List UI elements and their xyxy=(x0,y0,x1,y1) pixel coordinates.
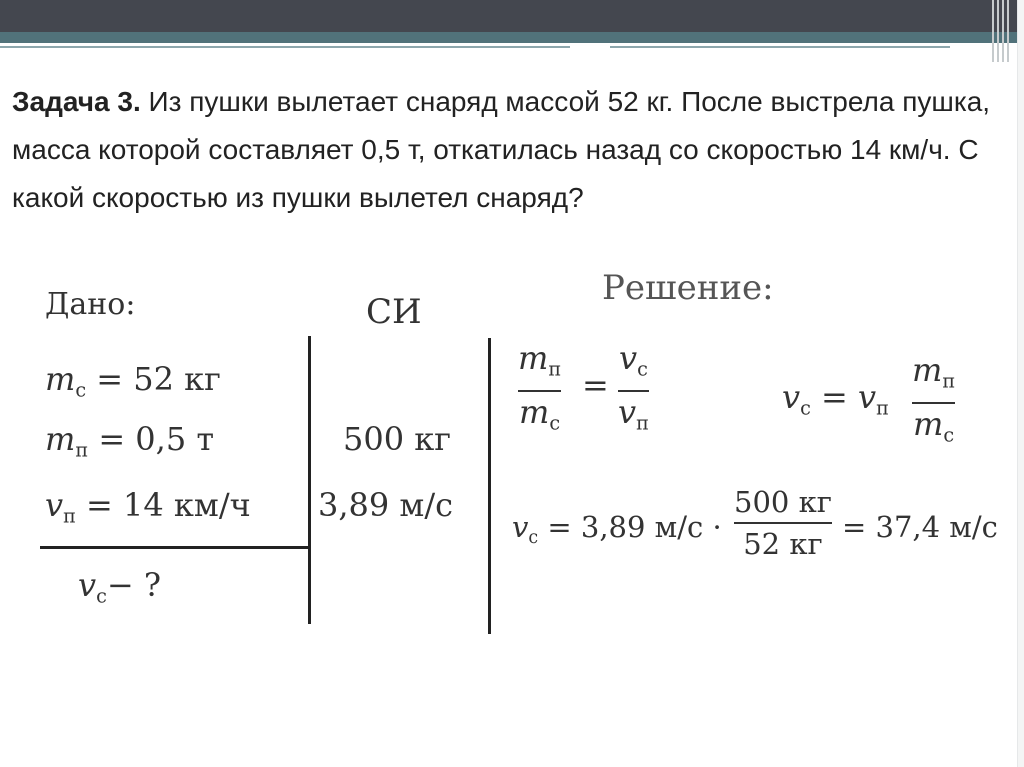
si-divider xyxy=(488,338,491,634)
slide-accent-band xyxy=(0,32,1024,43)
given-mass-shell: $m_с = 52$ кг xyxy=(45,360,221,402)
task-statement xyxy=(12,78,1012,222)
calc-result: = 37,4 м/с xyxy=(842,510,998,544)
slide-right-edge xyxy=(1017,0,1024,767)
formula-speed-shell: $v_с = v_п$ xyxy=(782,378,889,420)
task-text: Из пушки вылетает снаряд массой 52 кг. После выстрела пушка, масса которой составляет 0,5 т, откатилась назад со скоростью 14 км/ч. С какой скоростью из пушки вылетел снаряд? xyxy=(12,86,991,213)
slide-thin-line xyxy=(0,46,570,48)
solution-header: Решение: xyxy=(602,268,774,308)
formula-mass-ratio: $m_п$ $m_с$ xyxy=(912,351,956,447)
si-header: СИ xyxy=(366,292,422,332)
calc-fraction: 500 кг 52 кг xyxy=(734,485,832,561)
given-header: Дано: xyxy=(45,287,136,322)
find-speed-shell: $v_с-$ ? xyxy=(78,566,161,608)
si-mass: 500 кг xyxy=(343,420,452,458)
slide-top-bar xyxy=(0,0,1024,32)
ratio-speed: $v_с$ $v_п$ xyxy=(618,339,649,435)
find-divider xyxy=(40,546,308,549)
slide-corner-stripes xyxy=(992,0,1010,62)
task-title: Задача 3. xyxy=(12,86,141,117)
given-divider xyxy=(308,336,311,624)
given-speed-cannon: $v_п = 14$ км/ч xyxy=(45,486,251,528)
ratio-equals: = xyxy=(582,366,609,404)
given-mass-cannon: $m_п = 0,5$ т xyxy=(45,420,215,462)
si-speed: 3,89 м/с xyxy=(318,486,454,524)
ratio-mass: $m_п$ $m_с$ xyxy=(518,339,562,435)
calc-left: $v_с = 3,89$ м/с · xyxy=(512,510,722,549)
slide-thin-line-right xyxy=(610,46,950,48)
